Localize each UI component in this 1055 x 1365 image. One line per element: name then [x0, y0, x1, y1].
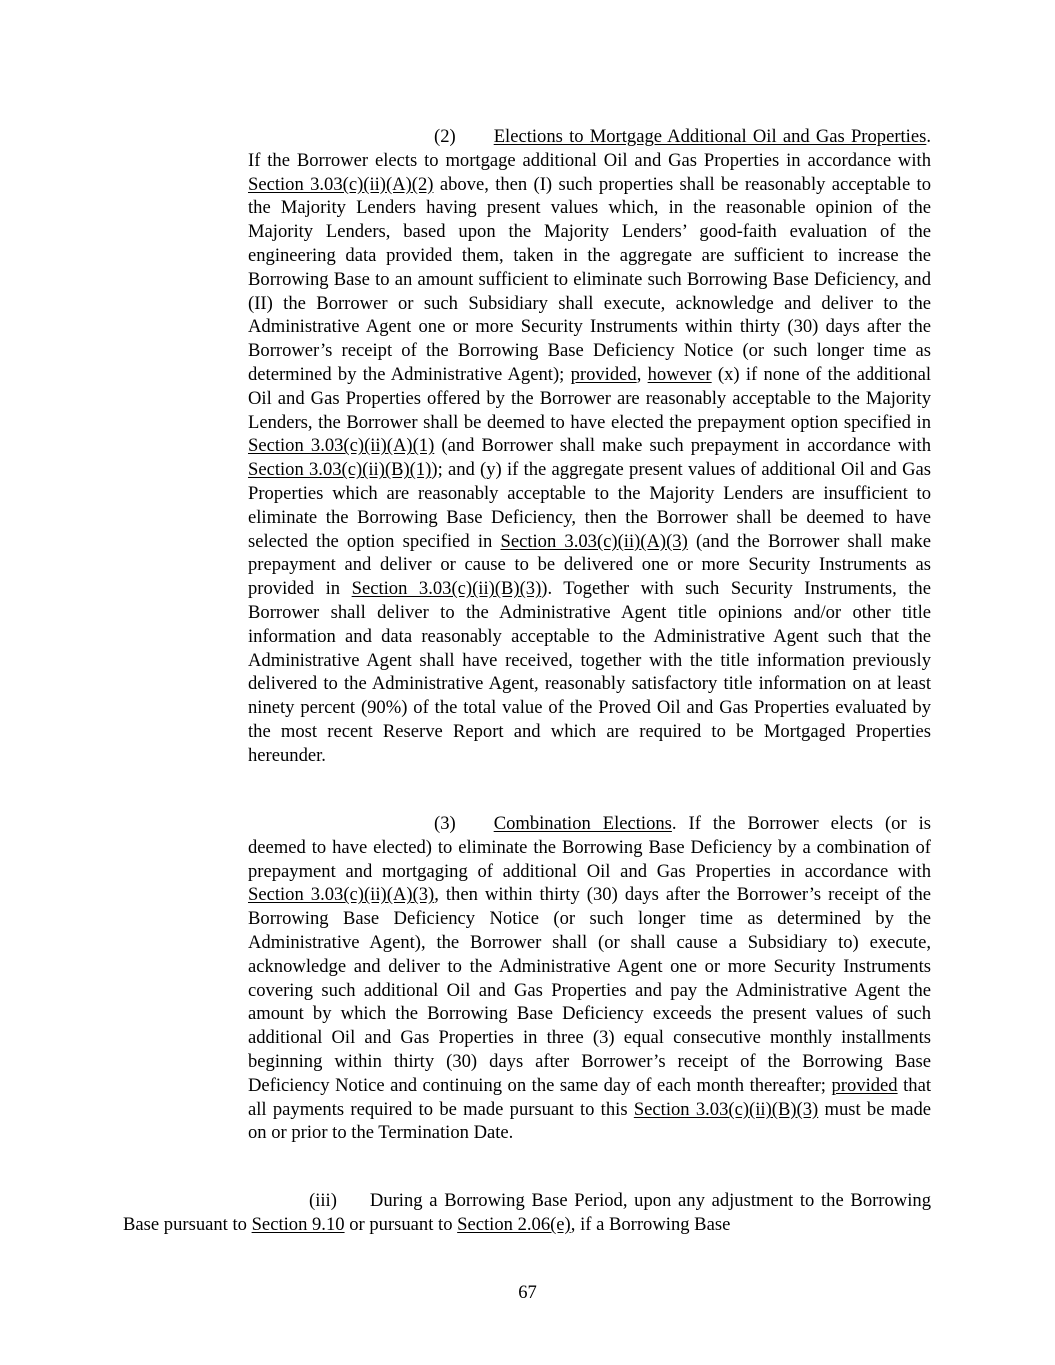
paragraph-3: [248, 812, 931, 1145]
section-ref: Section 9.10: [251, 1213, 345, 1235]
section-ref: Section 3.03(c)(ii)(B)(3): [633, 1098, 819, 1120]
however-term: however: [647, 363, 712, 385]
paragraph-2-text: (and Borrower shall make such prepayment in accordance with: [434, 435, 931, 457]
paragraph-2-text: (x) if none of the additional Oil and Gas Properties offered by the Borrower are reasonably acceptable to the Majority Lenders, the Borrower shall be deemed to have elected the prepayment option specified in: [248, 363, 931, 433]
paragraph-3-text: . If the Borrower elects (or is deemed to have elected) to eliminate the Borrowing Base Deficiency by a combination of prepayment and mortgaging of additional Oil and Gas Properties in accordance with: [248, 813, 931, 882]
paragraph-iii-text: or pursuant to: [344, 1213, 458, 1235]
paragraph-3-text: that all payments required to be made pursuant to this: [248, 1074, 931, 1120]
paragraph-2-text: . If the Borrower elects to mortgage additional Oil and Gas Properties in accordance with: [248, 126, 931, 171]
provided-term: provided: [570, 363, 637, 385]
paragraph-iii-text: , if a Borrowing Base: [570, 1213, 731, 1235]
paragraph-2-text: ). Together with such Security Instruments, the Borrower shall deliver to the Administrative Agent title opinions and/or other title information and data reasonably acceptable to the Administrative Agent such that the Administrative Agent shall have received, together with the title information previously delivered to the Administrative Agent, reasonably satisfactory title information on at least ninety percent (90%) of the total value of the Proved Oil and Gas Properties evaluated by the most recent Reserve Report and which are required to be Mortgaged Properties hereunder.: [248, 578, 931, 766]
page-number: 67: [518, 1282, 537, 1303]
paragraph-2-heading: Elections to Mortgage Additional Oil and Gas Properties: [493, 126, 927, 147]
paragraph-2-text: ); and (y) if the aggregate present values of additional Oil and Gas Properties which are reasonably acceptable to the Majority Lenders are insufficient to eliminate the Borrowing Base Deficiency, then the Borrower shall be deemed to have selected the option specified in: [248, 459, 932, 552]
section-ref: Section 3.03(c)(ii)(B)(1): [248, 459, 432, 481]
provided-term: provided: [831, 1074, 898, 1096]
paragraph-2: [248, 125, 931, 768]
section-ref: Section 3.03(c)(ii)(B)(3): [351, 578, 542, 600]
paragraph-2-text: above, then (I) such properties shall be reasonably acceptable to the Majority Lenders having present values which, in the reasonable opinion of the Majority Lenders, based upon the Majority Lenders’ good-faith evaluation of the engineering data provided them, taken in the aggregate are sufficient to increase the Borrowing Base to an amount sufficient to eliminate such Borrowing Base Deficiency, and (II) the Borrower or such Subsidiary shall execute, acknowledge and deliver to the Administrative Agent one or more Security Instruments within thirty (30) days after the Borrower’s receipt of the Borrowing Base Deficiency Notice (or such longer time as determined by the Administrative Agent);: [248, 173, 931, 385]
paragraph-2-text: ,: [636, 363, 648, 385]
section-ref: Section 2.06(e): [457, 1213, 571, 1235]
paragraph-2-number: (2): [434, 126, 456, 147]
paragraph-3-text: must be made on or prior to the Termination Date.: [248, 1098, 932, 1144]
section-ref: Section 3.03(c)(ii)(A)(3): [248, 884, 435, 906]
section-ref: Section 3.03(c)(ii)(A)(1): [248, 435, 435, 457]
paragraph-iii-text: During a Borrowing Base Period, upon any adjustment to the Borrowing Base pursuant to: [123, 1190, 931, 1235]
section-ref: Section 3.03(c)(ii)(A)(2): [248, 173, 434, 195]
paragraph-3-number: (3): [434, 813, 456, 834]
paragraph-iii-number: (iii): [309, 1190, 337, 1211]
paragraph-iii: [123, 1189, 931, 1237]
paragraph-3-text: , then within thirty (30) days after the Borrower’s receipt of the Borrowing Base Deficiency Notice (or such longer time as determined by the Administrative Agent), the Borrower shall (or shall cause a Subsidiary to) execute, acknowledge and deliver to the Administrative Agent one or more Security Instruments covering such additional Oil and Gas Properties and pay the Administrative Agent the amount by which the Borrowing Base Deficiency exceeds the present values of such additional Oil and Gas Properties in three (3) equal consecutive monthly installments beginning within thirty (30) days after Borrower’s receipt of the Borrowing Base Deficiency Notice and continuing on the same day of each month thereafter;: [248, 884, 931, 1096]
paragraph-3-heading: Combination Elections: [493, 813, 672, 834]
section-ref: Section 3.03(c)(ii)(A)(3): [500, 530, 688, 552]
paragraph-2-text: (and the Borrower shall make prepayment and deliver or cause to be delivered one or more Security Instruments as provided in: [248, 530, 931, 600]
